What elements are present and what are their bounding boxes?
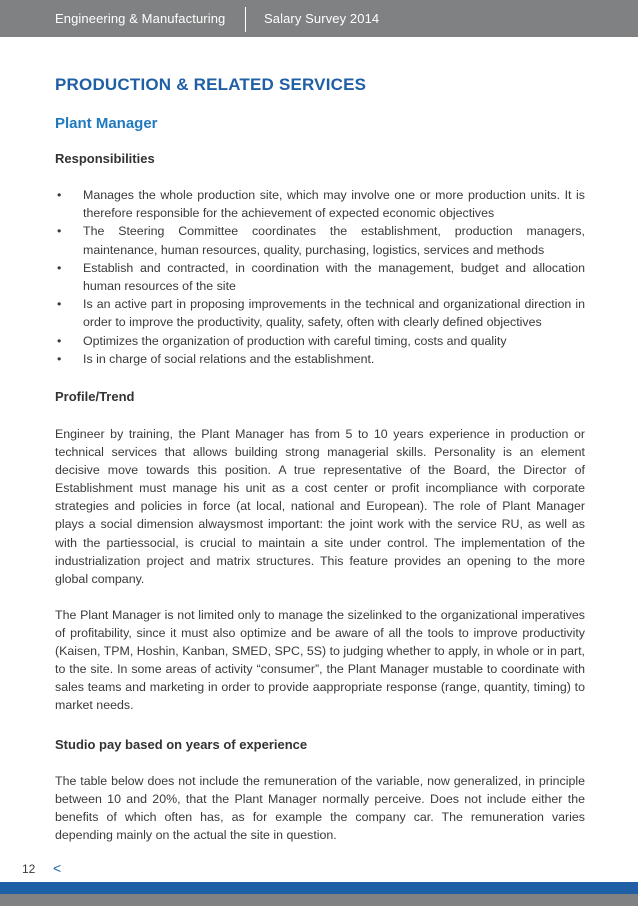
- profile-paragraph-1: Engineer by training, the Plant Manager has from 5 to 10 years experience in production or technical services that allows building strong managerial skills. Personality is an element decisive move towards this position. A true representative of the Board, the Director of Establishment must manage his unit as a cost center or profit incompliance with corporate strategies and policies in force (at local, national and European). The role of Plant Manager plays a social dimension alwaysmost important: the joint work with the service RU, as well as with the partiessocial, is crucial to maintain a site under control. The implementation of the industrialization project and matrix structures. This feature provides an opening to the more global company.: [55, 427, 585, 586]
- page-subtitle: Plant Manager: [55, 115, 158, 132]
- previous-page-link[interactable]: <: [53, 860, 62, 876]
- bullet-icon: •: [57, 260, 62, 275]
- list-item: • Manages the whole production site, which may involve one or more production units. It is therefore responsible for the achievement of expected economic objectives: [57, 188, 585, 221]
- profile-paragraph-2: The Plant Manager is not limited only to manage the sizelinked to the organizational imperatives of profitability, since it must also optimize and be aware of all the tools to improve productivity (Kaisen, TPM, Hoshin, Kanban, SMED, SPC, 5S) to judging whether to apply, in whole or in part, to the site. In some areas of activity “consumer”, the Plant Manager mustable to coordinate with sales teams and marketing in order to provide aappropriate response (range, quantity, timing) to market needs.: [55, 608, 585, 713]
- bullet-icon: •: [57, 188, 62, 202]
- footer-gray-band: [0, 894, 638, 906]
- studio-paragraph: The table below does not include the remuneration of the variable, now generalized, in principle between 10 and 20%, that the Plant Manager normally perceive. Does not include either the benefits of which often has, as for example the company car. The remuneration varies depending mainly on the actual the site in question.: [55, 774, 585, 843]
- bullet-icon: •: [57, 333, 62, 348]
- list-item: • Is an active part in proposing improvements in the technical and organizational direction in order to improve the productivity, quality, safety, often with clearly defined objectives: [57, 297, 585, 330]
- studio-heading: Studio pay based on years of experience: [55, 737, 308, 752]
- header-divider: [245, 7, 246, 32]
- bullet-icon: •: [57, 351, 62, 366]
- list-item: • Optimizes the organization of production with careful timing, costs and quality: [55, 332, 585, 350]
- header-bar: [0, 0, 638, 37]
- page-title: PRODUCTION & RELATED SERVICES: [55, 75, 367, 94]
- list-item: • The Steering Committee coordinates the establishment, production managers, maintenance, human resources, quality, purchasing, logistics, services and methods: [57, 224, 585, 257]
- header-section-left: Engineering & Manufacturing: [55, 11, 226, 26]
- profile-heading: Profile/Trend: [55, 389, 135, 404]
- footer-blue-band: [0, 882, 638, 894]
- page-number: 12: [22, 862, 36, 876]
- list-item: • Is in charge of social relations and the establishment.: [55, 350, 585, 368]
- responsibilities-list: [55, 186, 585, 368]
- bullet-icon: •: [57, 297, 62, 312]
- list-item: • Establish and contracted, in coordination with the management, budget and allocation human resources of the site: [57, 260, 585, 294]
- bullet-icon: •: [57, 224, 62, 239]
- responsibilities-heading: Responsibilities: [55, 151, 155, 166]
- header-section-right: Salary Survey 2014: [264, 11, 380, 26]
